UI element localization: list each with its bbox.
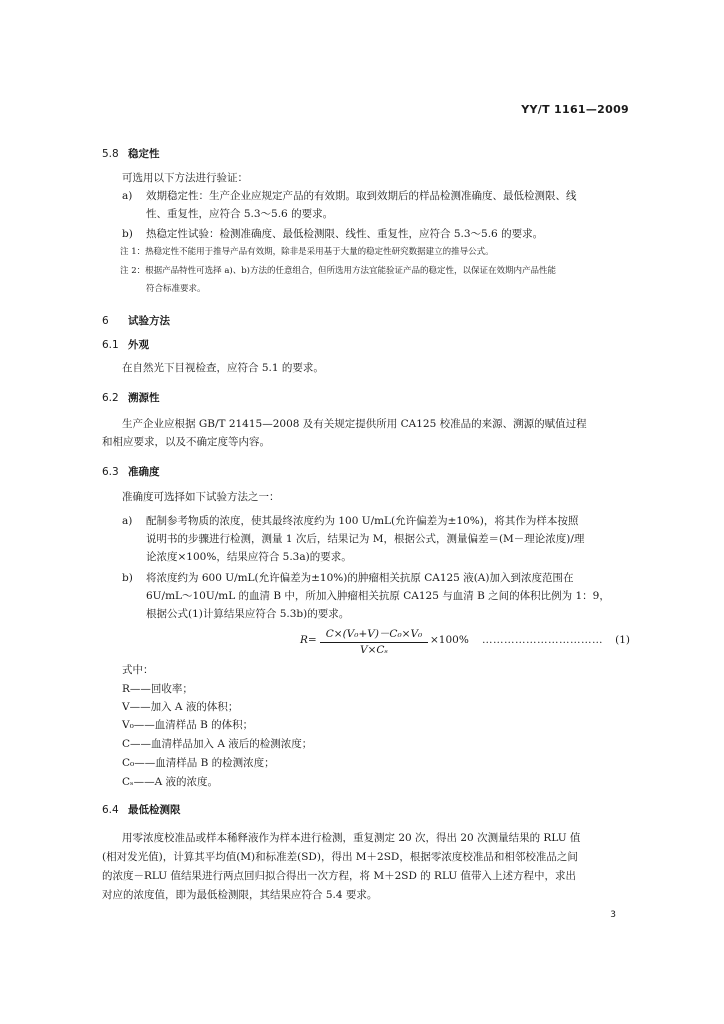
- paragraph: 生产企业应根据 GB/T 21415—2008 及有关规定提供所用 CA125 校准品的来源、溯源的赋值过程: [122, 418, 587, 430]
- list-text-continued: 说明书的步骤进行检测，测量 1 次后，结果记为 M，根据公式，测量偏差＝(M－理论浓度)/理: [146, 533, 585, 545]
- section-heading-6-1: [102, 337, 149, 352]
- note-2: 注 2：根据产品特性可选择 a)、b)方法的任意组合，但所选用方法宜能验证产品的稳定性，以保证在效期内产品性能: [120, 266, 556, 276]
- paragraph-continued: 和相应要求，以及不确定度等内容。: [102, 436, 270, 448]
- section-number: 5.8: [102, 148, 119, 160]
- list-item: [122, 227, 543, 241]
- section-heading-6-2: [102, 390, 160, 405]
- list-text: 效期稳定性：生产企业应规定产品的有效期。取到效期后的样品检测准确度、最低检测限、线: [146, 190, 577, 202]
- list-label: b): [122, 572, 133, 584]
- section-heading-6-4: [102, 802, 181, 817]
- paragraph-continued: 对应的浓度值，即为最低检测限，其结果应符合 5.4 要求。: [102, 889, 378, 901]
- list-text-continued: 6U/mL～10U/mL 的血清 B 中，所加入肿瘤相关抗原 CA125 与血清 B 之间的体积比例为 1：9，: [146, 590, 610, 602]
- list-item: [122, 189, 577, 203]
- section-number: 6.2: [102, 392, 119, 404]
- paragraph: 准确度可选择如下试验方法之一：: [122, 491, 280, 503]
- formula-tail: ×100%: [430, 634, 469, 646]
- formula-lhs: R=: [300, 634, 317, 646]
- paragraph: 用零浓度校准品或样本稀释液作为样本进行检测，重复测定 20 次，得出 20 次测量结果的 RLU 值: [122, 832, 581, 844]
- list-text: 将浓度约为 600 U/mL(允许偏差为±10%)的肿瘤相关抗原 CA125 液(A)加入到浓度范围在: [146, 572, 574, 584]
- list-text: 热稳定性试验：检测准确度、最低检测限、线性、重复性，应符合 5.3～5.6 的要求。: [146, 228, 544, 240]
- section-heading-6-3: [102, 464, 160, 479]
- formula-fraction: [320, 626, 428, 656]
- paragraph: 在自然光下目视检查，应符合 5.1 的要求。: [122, 362, 324, 374]
- variable-definition: C₀——血清样品 B 的检测浓度；: [122, 757, 275, 769]
- note-2-continued: 符合标准要求。: [146, 284, 206, 294]
- page-number: 3: [610, 910, 616, 920]
- list-label: a): [122, 515, 133, 527]
- section-number: 6.4: [102, 804, 119, 816]
- list-item: [122, 571, 573, 585]
- section-heading-5-8: [102, 146, 160, 161]
- list-item: [122, 514, 578, 528]
- section-number: 6: [102, 315, 109, 327]
- section-title: 外观: [128, 339, 149, 351]
- list-text-continued: 论浓度×100%，结果应符合 5.3a)的要求。: [146, 551, 352, 563]
- section-number: 6.1: [102, 339, 119, 351]
- variable-definition: Cₛ——A 液的浓度。: [122, 776, 218, 788]
- variable-definition: R——回收率；: [122, 683, 193, 695]
- list-text-continued: 根据公式(1)计算结果应符合 5.3b)的要求。: [146, 608, 350, 620]
- formula-number: (1): [615, 634, 630, 646]
- list-text-continued: 性、重复性，应符合 5.3～5.6 的要求。: [146, 208, 334, 220]
- list-text: 配制参考物质的浓度，使其最终浓度约为 100 U/mL(允许偏差为±10%)，将其作为样本按照: [146, 515, 579, 527]
- section-number: 6.3: [102, 466, 119, 478]
- note-1: 注 1：热稳定性不能用于推导产品有效期，除非是采用基于大量的稳定性研究数据建立的推导公式。: [120, 247, 494, 257]
- list-label: b): [122, 228, 133, 240]
- variable-definition: C——血清样品加入 A 液后的检测浓度；: [122, 738, 313, 750]
- formula-leader-dots: ……………………………: [482, 634, 603, 646]
- variable-definition: V——加入 A 液的体积；: [122, 701, 239, 713]
- formula-1: [300, 626, 630, 656]
- section-title: 准确度: [128, 466, 160, 478]
- section-title: 最低检测限: [128, 804, 181, 816]
- paragraph-continued: 的浓度－RLU 值结果进行两点回归拟合得出一次方程，将 M＋2SD 的 RLU 值带入上述方程中，求出: [102, 870, 577, 882]
- section-title: 稳定性: [128, 148, 160, 160]
- section-title: 溯源性: [128, 392, 160, 404]
- paragraph: 可选用以下方法进行验证：: [122, 172, 248, 184]
- section-title: 试验方法: [128, 315, 170, 327]
- formula-numerator: C×(V₀+V)－C₀×V₀: [320, 626, 428, 643]
- list-label: a): [122, 190, 133, 202]
- formula-denominator: V×Cₛ: [360, 644, 388, 656]
- section-heading-6: [102, 313, 170, 328]
- variable-definition: V₀——血清样品 B 的体积；: [122, 719, 254, 731]
- where-label: 式中：: [122, 664, 154, 676]
- standard-code: YY/T 1161—2009: [521, 103, 629, 116]
- paragraph-continued: (相对发光值)，计算其平均值(M)和标准差(SD)，得出 M＋2SD，根据零浓度校准品和相邻校准品之间: [102, 851, 578, 863]
